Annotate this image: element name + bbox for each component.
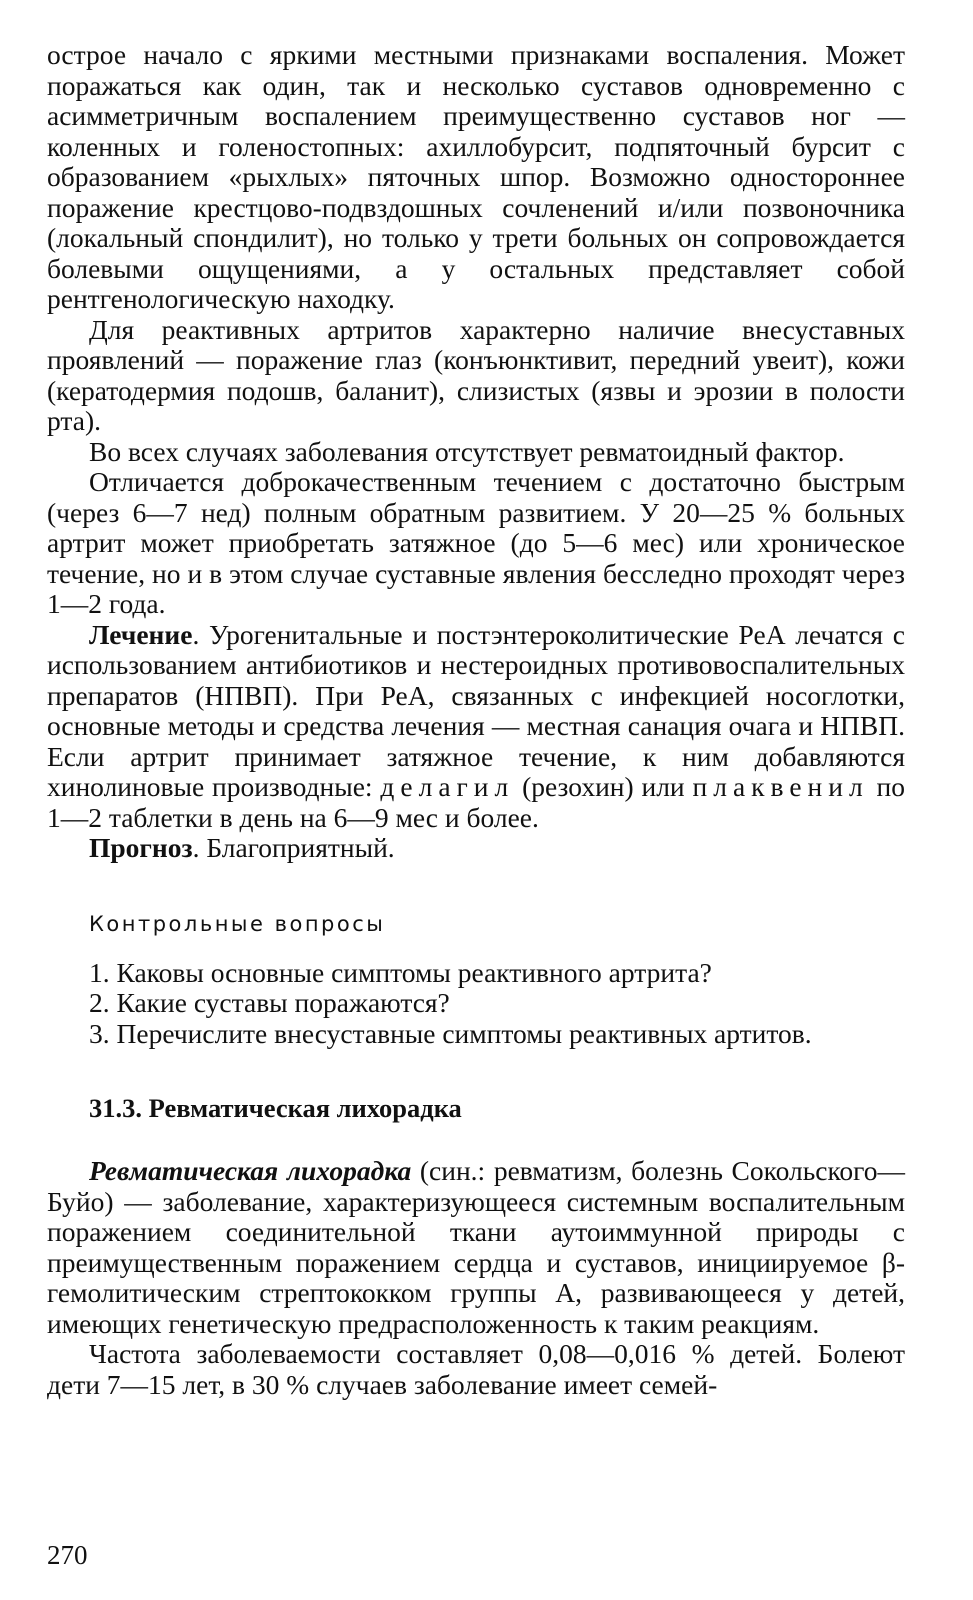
prognosis-label: Прогноз <box>89 832 193 863</box>
prognosis-text: . Благоприятный. <box>192 832 395 863</box>
paragraph-frequency: Частота заболеваемости составляет 0,08—0,016 % детей. Болеют дети 7—15 лет, в 30 % случаев заболевание имеет семей- <box>47 1338 905 1400</box>
page-body <box>47 40 905 1400</box>
question-item: 3. Перечислите внесуставные симптомы реактивных артитов. <box>89 1017 812 1049</box>
paragraph-prognosis <box>47 833 905 864</box>
question-item: 1. Каковы основные симптомы реактивного артрита? <box>89 956 712 988</box>
section-heading: 31.3. Ревматическая лихорадка <box>89 1093 462 1123</box>
section-term: Ревматическая лихорадка <box>89 1155 412 1186</box>
question-item: 2. Какие суставы поражаются? <box>89 987 450 1018</box>
treatment-label: Лечение <box>89 618 193 650</box>
paragraph-extraarticular: Для реактивных артритов характерно наличие внесуставных проявлений — поражение глаз (конъюнктивит, передний увеит), кожи (кератодермия подошв, баланит), слизистых (язвы и эрозии в полости рта). <box>47 313 905 436</box>
questions-heading: Контрольные вопросы <box>89 911 386 936</box>
section-definition: (син.: ревматизм, болезнь Сокольского—Буйо) — заболевание, характеризующееся системным воспалительным поражением соединительной ткани аутоиммунной природы с преимущественным поражением сердца и суставов, инициируемое β-гемолитическим стрептококком группы А, развивающееся у детей, имеющих генетическую предрасположенность к таким реакциям. <box>47 1155 905 1339</box>
questions-list <box>89 958 905 1050</box>
paragraph-course: Отличается доброкачественным течением с достаточно быстрым (через 6—7 нед) полным обратным развитием. У 20—25 % больных артрит может приобретать затяжное (до 5—6 мес) или хроническое течение, но и в этом случае суставные явления бесследно проходят через 1—2 года. <box>47 466 905 619</box>
treatment-text-2: (резохин) или <box>514 771 693 802</box>
drug-plaquenil: плаквенил <box>692 771 869 802</box>
treatment-text-1: . Урогенитальные и постэнтероколитические РеА лечатся с использованием антибиотиков и нестероидных противовоспалительных препаратов (НПВП). При РеА, связанных с инфекцией носоглотки, основные методы и средства лечения — местная санация очага и НПВП. Если артрит принимает затяжное течение, к ним добавляются хинолиновые производные: <box>47 618 905 802</box>
paragraph-rheumatoid-factor: Во всех случаях заболевания отсутствует ревматоидный фактор. <box>89 435 845 467</box>
treatment-text-3: по 1—2 таблетки в день на 6—9 мес и более. <box>47 771 906 833</box>
drug-delagil: делагил <box>380 771 515 802</box>
paragraph-definition <box>47 1156 905 1339</box>
paragraph-treatment <box>47 620 905 834</box>
page-number: 270 <box>47 1540 88 1570</box>
paragraph-onset: острое начало с яркими местными признаками воспаления. Может поражаться как один, так и несколько суставов одновременно с асимметричным воспалением преимущественно суставов ног — коленных и голеностопных: ахиллобурсит, подпяточный бурсит с образованием «рыхлых» пяточных шпор. Возможно одностороннее поражение крестцово-подвздошных сочленений и/или позвоночника (локальный спондилит), но только у трети больных он сопровождается болевыми ощущениями, а у остальных представляет собой рентгенологическую находку. <box>47 39 905 314</box>
